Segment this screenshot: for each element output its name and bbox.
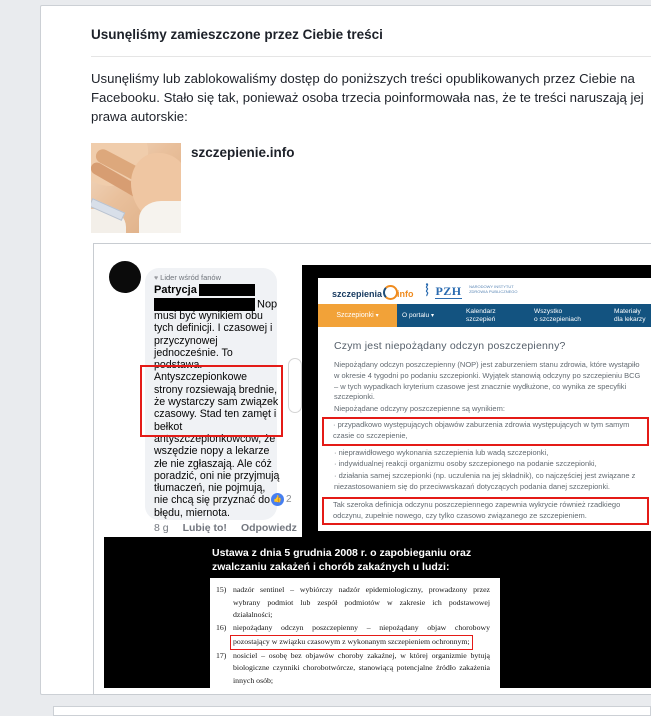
- comment-word: Nop: [257, 298, 278, 311]
- nav-item-o-portalu: [402, 312, 434, 320]
- comment-line: bełkot: [154, 420, 183, 433]
- red-annotation-box: [230, 635, 473, 650]
- comment-line: tych definicji. I czasowej i: [154, 322, 273, 335]
- bullet-line: · indywidualnej reakcji organizmu osoby szczepionego na podanie szczepionki,: [334, 459, 597, 469]
- nav-label: o szczepieniach: [534, 316, 581, 323]
- comment-line: tłumaczeń, nie pojmują,: [154, 482, 266, 495]
- nav-label: dla lekarzy: [614, 316, 646, 323]
- law-item-number: 15): [216, 585, 227, 594]
- comment-line: poradzić, oni nie przyjmują: [154, 469, 280, 482]
- comment-timestamp: 8 g: [154, 522, 169, 534]
- like-action: Lubię to!: [182, 522, 227, 534]
- comment-line: błędu, miernota.: [154, 506, 230, 519]
- logo-suffix: info: [397, 289, 414, 299]
- scrollbar-thumb: [288, 358, 302, 413]
- comment-author: [154, 284, 255, 296]
- next-card-partial: [53, 706, 651, 716]
- divider: [91, 56, 651, 57]
- top-fan-badge: [154, 273, 221, 282]
- notice-body-text: Usunęliśmy lub zablokowaliśmy dostęp do poniższych treści opublikowanych przez Ciebie na Facebooku. Stało się tak, ponieważ osoba trzecia poinformowała nas, że te treści naruszają jej prawa autorskie:: [91, 71, 644, 124]
- highlighted-text: Tak szeroka definicja odczynu poszczepiennego zapewnia wykrycie również rzadkiego odczynu, zupełnie nowego, czy tylko czasowo związanego ze szczepieniem.: [333, 499, 621, 520]
- attachment-title: szczepienie.info: [191, 145, 295, 160]
- nav-item-kalendarz: [466, 308, 496, 324]
- avatar-redacted: [109, 261, 141, 293]
- like-count: 2: [286, 494, 292, 505]
- comment-line: podstawa.: [154, 359, 203, 372]
- nav-label: Wszystko: [534, 308, 563, 315]
- comment-line: wszędzie nopy a lekarze: [154, 445, 270, 458]
- nav-label: szczepień: [466, 316, 496, 323]
- nav-item-wszystko: [534, 308, 581, 324]
- nav-item-szczepionki: [318, 304, 397, 327]
- website-screenshot: [318, 278, 651, 531]
- bullet-line: · działania samej szczepionki (np. uczulenia na jej składnik), co najczęściej jest związane z niezastosowaniem się do przeciwwskazań dotyczących podania danej szczepionki.: [334, 471, 636, 491]
- comment-line: musi być wynikiem obu: [154, 310, 263, 322]
- site-navbar: [318, 304, 651, 327]
- logo-circle-icon: [383, 285, 398, 300]
- bullet-line: · nieprawidłowego wykonania szczepienia lub wadą szczepionki,: [334, 447, 549, 457]
- highlighted-text: pozostający w związku czasowym z wykonanym szczepieniem ochronnym;: [233, 636, 470, 646]
- pzh-full-name: [469, 284, 517, 294]
- comment-line: czasowy. Stad ten zamęt i: [154, 408, 277, 421]
- paragraph: Niepożądany odczyn poszczepienny (NOP) jest zaburzeniem stanu zdrowia, które wystąpiło w okresie 4 tygodni po podaniu szczepionki. Wyjątek stanowią odczyny po szczepieniu BCG – w tych wypadkach kryterium czasowe jest znacznie wydłużone, co wynika ze specyfiki szczepionki.: [334, 360, 641, 402]
- comment-line: przyczynowej: [154, 334, 218, 347]
- black-panel: [104, 537, 651, 688]
- black-panel: [302, 265, 651, 537]
- nav-label: Szczepionki: [336, 312, 374, 319]
- comment-line: że wystarczy sam związek: [154, 396, 279, 409]
- law-item-text: nosiciel – osobę bez objawów choroby zakaźnej, w której organizmie bytują biologiczne czynniki chorobotwórcze, stanowiącą potencjalne źródło zakażenia innych osób;: [233, 650, 490, 685]
- chevron-down-icon: ▾: [375, 313, 379, 319]
- comment-text: [154, 310, 279, 519]
- paragraph: Niepożądane odczyny poszczepienne są wynikiem:: [334, 404, 505, 414]
- red-annotation-box: [322, 497, 649, 526]
- author-name: Patrycja: [154, 284, 197, 296]
- red-annotation-box: [322, 417, 649, 446]
- nav-label: Kalendarz: [466, 308, 496, 315]
- law-item-text: nadzór sentinel – wybiórczy nadzór epidemiologiczny, prowadzony przez wybrany podmiot lub zespół podmiotów w zakresie ich podstawowej działalności;: [233, 585, 490, 620]
- comment-line: złe nie zgłaszają. Ale cóż: [154, 457, 272, 470]
- reply-action: Odpowiedz: [240, 522, 297, 534]
- top-fan-badge-icon: ♥: [154, 275, 159, 282]
- pzh-logo: [423, 282, 518, 300]
- comment-line: strony rozsiewają brednie,: [154, 383, 278, 396]
- white-cloth-shape: [139, 201, 181, 233]
- pzh-abbr: PZH: [435, 284, 462, 298]
- comment-footer: [154, 522, 297, 534]
- law-text-box: [210, 578, 500, 694]
- law-item-16: [216, 622, 490, 649]
- nav-label: Materiały: [614, 308, 641, 315]
- page-title: Usunęliśmy zamieszczone przez Ciebie treści: [91, 27, 383, 42]
- pzh-name-line1: NARODOWY INSTYTUT: [469, 284, 514, 289]
- caduceus-icon: [423, 283, 431, 297]
- law-item-number: 16): [216, 623, 227, 633]
- law-heading: [212, 547, 471, 574]
- nav-label: O portalu: [402, 312, 430, 319]
- highlighted-text: · przypadkowo występujących objawów zaburzenia zdrowia występujących w tym samym czasie co szczepienie,: [333, 419, 630, 440]
- article-heading: Czym jest niepożądany odczyn poszczepienny?: [334, 340, 566, 352]
- comment-line: Antyszczepionkowe: [154, 371, 248, 384]
- logo-text: szczepienia: [332, 289, 383, 299]
- chevron-down-icon: ▾: [430, 313, 434, 319]
- pzh-name-line2: ZDROWIA PUBLICZNEGO: [469, 289, 518, 294]
- attachment-thumbnail-image[interactable]: [91, 143, 181, 233]
- law-item-17: [216, 650, 490, 688]
- comment-line: jednocześnie. To: [154, 346, 233, 359]
- notice-card: [40, 5, 651, 695]
- comment-line: antyszczepionkowcow, że: [154, 432, 276, 445]
- evidence-screenshot[interactable]: [93, 243, 651, 695]
- top-fan-badge-label: Lider wśród fanów: [160, 273, 222, 282]
- law-item-number: 17): [216, 650, 227, 660]
- comment-line: nie chcą się przyznać do: [154, 494, 271, 507]
- law-item-text: niepożądany odczyn poszczepienny – niepożądany objaw chorobowy: [233, 623, 490, 633]
- law-item-15: [216, 584, 490, 622]
- article-body: [334, 360, 642, 527]
- szczepienia-info-logo: [332, 285, 414, 300]
- law-heading-line2: zwalczaniu zakażeń i chorób zakaźnych u ludzi:: [212, 560, 450, 573]
- law-heading-line1: Ustawa z dnia 5 grudnia 2008 r. o zapobieganiu oraz: [212, 547, 472, 559]
- nav-item-materialy: [614, 308, 646, 324]
- thumbs-up-icon: 👍: [271, 493, 284, 506]
- redaction-bar: [199, 284, 255, 296]
